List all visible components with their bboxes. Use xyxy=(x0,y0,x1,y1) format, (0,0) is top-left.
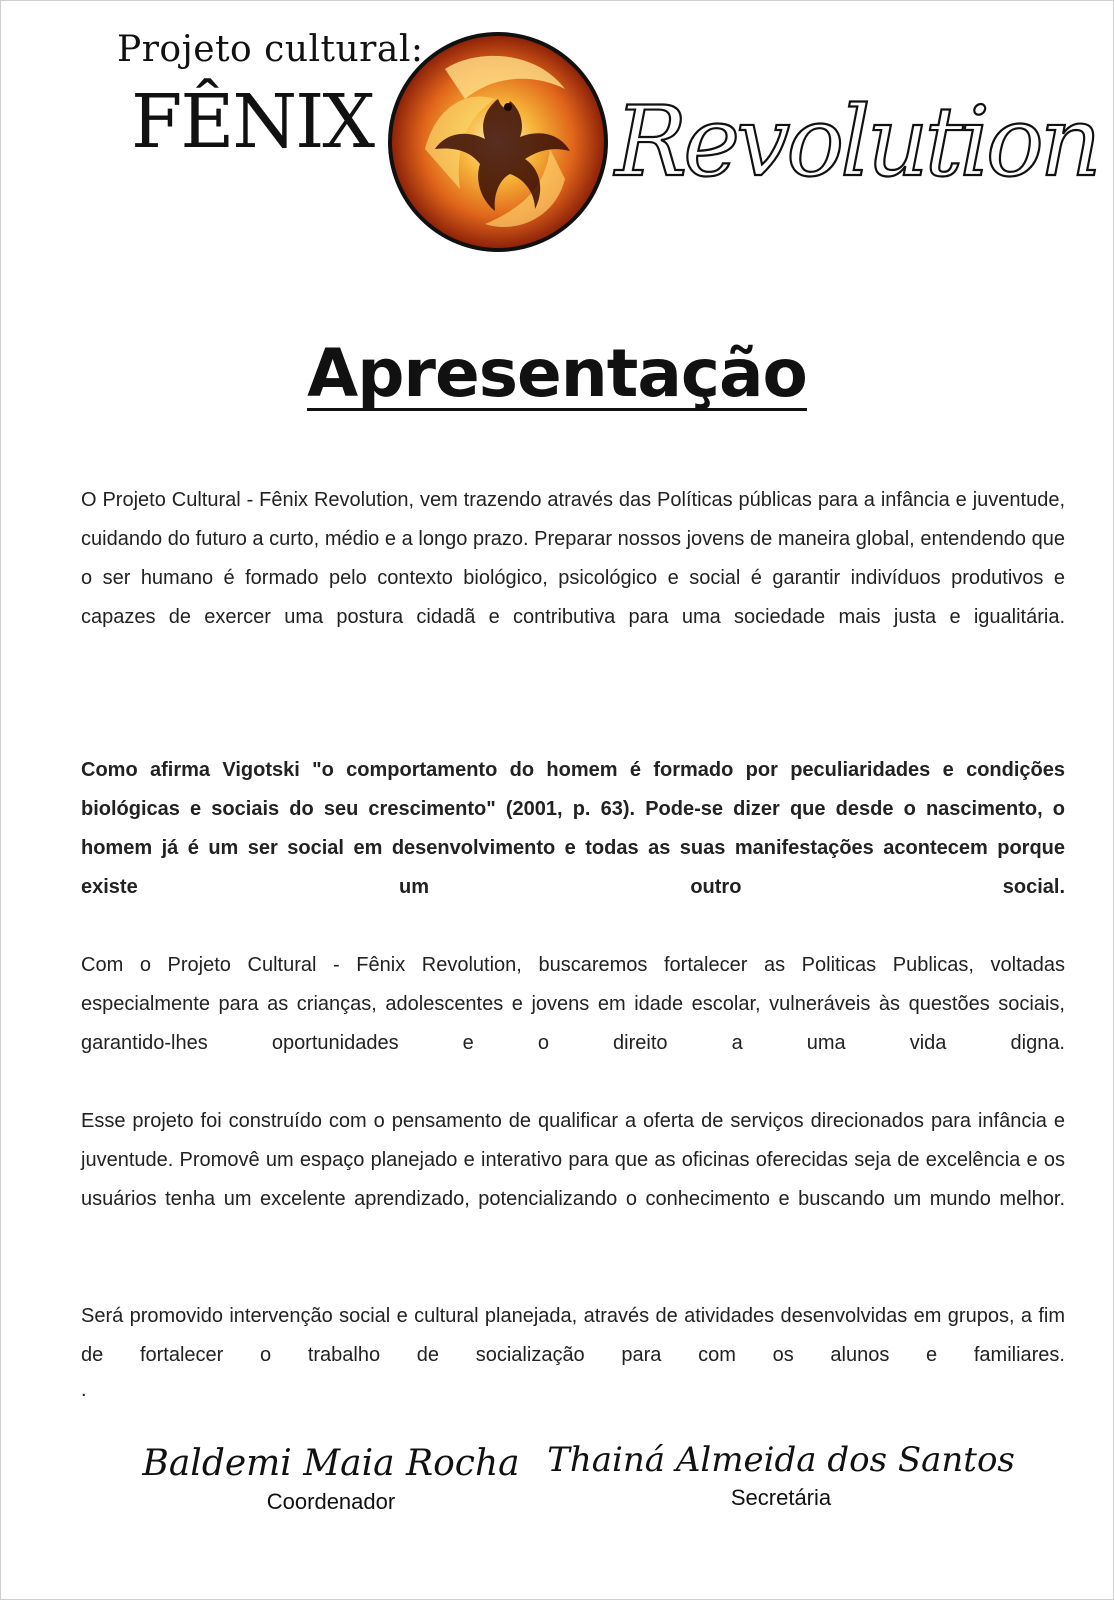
revolution-script-word xyxy=(611,63,1098,203)
signature-script xyxy=(121,1433,541,1489)
signature-coordinator xyxy=(121,1433,541,1523)
paragraph-goals: Com o Projeto Cultural - Fênix Revolution, buscaremos fortalecer as Politicas Publicas, voltadas especialmente para as crianças, adolescentes e jovens em idade escolar, vulneráveis às questões sociais, garantido-lhes oportunidades e o direito a uma vida digna. xyxy=(81,954,1065,1054)
paragraph-project: Esse projeto foi construído com o pensamento de qualificar a oferta de serviços direcionados para infância e juventude. Promovê um espaço planejado e interativo para que as oficinas oferecidas seja de excelência e os usuários tenha um excelente aprendizado, potencializando o conhecimento e buscando um mundo melhor. xyxy=(81,1110,1065,1210)
paragraph-quote: Como afirma Vigotski "o comportamento do homem é formado por peculiaridades e condições biológicas e sociais do seu crescimento" (2001, p. 63). Pode-se dizer que desde o nascimento, o homem já é um ser social em desenvolvimento e todas as suas manifestações acontecem porque existe um outro social. xyxy=(81,759,1065,898)
signature-role: Secretária xyxy=(730,1485,832,1510)
paragraph-intervention: Será promovido intervenção social e cultural planejada, através de atividades desenvolvidas em grupos, a fim de fortalecer o trabalho de socialização para com os alunos e familiares. xyxy=(81,1305,1065,1366)
trailing-mark: . xyxy=(81,1379,87,1401)
svg-text:Baldemi Maia Rocha: Baldemi Maia Rocha xyxy=(142,1443,520,1484)
page-title: Apresentação xyxy=(307,335,807,412)
paragraph-intro: O Projeto Cultural - Fênix Revolution, vem trazendo através das Políticas públicas para a infância e juventude, cuidando do futuro a curto, médio e a longo prazo. Preparar nossos jovens de maneira global, entendendo que o ser humano é formado pelo contexto biológico, psicológico e social é garantir indivíduos produtivos e capazes de exercer uma postura cidadã e contributiva para uma sociedade mais justa e igualitária. xyxy=(81,489,1065,628)
brand-subtitle: Projeto cultural: xyxy=(117,29,424,70)
signature-secretary xyxy=(547,1429,1015,1519)
brand-name: FÊNIX xyxy=(131,79,374,165)
header-logo xyxy=(1,1,1113,271)
signature-script xyxy=(547,1429,1015,1485)
svg-text:Thainá Almeida dos Santos: Thainá Almeida dos Santos xyxy=(547,1440,1015,1480)
signature-role: Coordenador xyxy=(266,1489,396,1514)
phoenix-emblem-icon xyxy=(385,29,611,255)
svg-text:Revolution: Revolution xyxy=(615,86,1098,198)
